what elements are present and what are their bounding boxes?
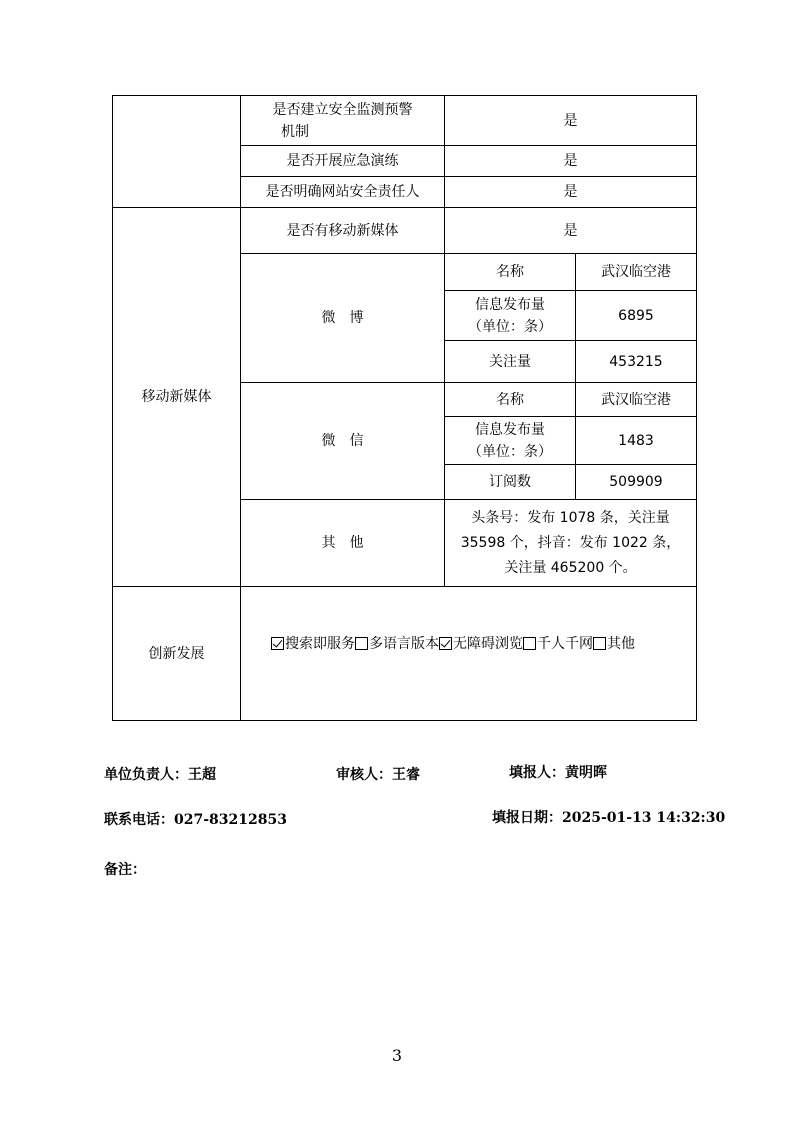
weibo-follow-value: 453215	[576, 341, 697, 383]
row-label-responsible: 是否明确网站安全责任人	[241, 177, 445, 208]
responsible-value: 王超	[188, 767, 216, 783]
phone-label: 联系电话：	[104, 812, 174, 828]
reviewer-field	[336, 764, 420, 784]
responsible-label: 单位负责人：	[104, 767, 188, 783]
section-label-media: 移动新媒体	[113, 208, 241, 587]
other-label: 其 他	[241, 500, 445, 587]
section-cell-empty	[113, 96, 241, 208]
weibo-posts-value: 6895	[576, 291, 697, 341]
checkbox-label: 多语言版本	[369, 636, 439, 652]
checkbox-search-service[interactable]	[271, 637, 284, 650]
wechat-subs-value: 509909	[576, 465, 697, 500]
filler-value: 黄明晖	[565, 765, 607, 781]
wechat-label: 微 信	[241, 383, 445, 500]
reviewer-value: 王睿	[392, 767, 420, 783]
weibo-name-label: 名称	[445, 254, 576, 291]
date-label: 填报日期：	[492, 810, 562, 826]
checkbox-accessibility[interactable]	[439, 637, 452, 650]
date-value: 2025-01-13 14:32:30	[562, 810, 726, 826]
date-field	[492, 807, 725, 827]
phone-value: 027-83212853	[174, 812, 287, 828]
row-value-monitoring: 是	[445, 96, 697, 146]
checkbox-other[interactable]	[593, 637, 606, 650]
other-value: 头条号：发布 1078 条，关注量 35598 个，抖音：发布 1022 条， 关注量 465200 个。	[445, 500, 697, 587]
checkbox-label: 无障碍浏览	[453, 636, 523, 652]
row-label-drill: 是否开展应急演练	[241, 146, 445, 177]
row-label-has-media: 是否有移动新媒体	[241, 208, 445, 254]
checkbox-personalized[interactable]	[523, 637, 536, 650]
weibo-name-value: 武汉临空港	[576, 254, 697, 291]
row-value-has-media: 是	[445, 208, 697, 254]
responsible-field	[104, 764, 216, 784]
weibo-posts-label: 信息发布量 （单位：条）	[445, 291, 576, 341]
checkbox-multilingual[interactable]	[355, 637, 368, 650]
weibo-follow-label: 关注量	[445, 341, 576, 383]
row-value-responsible: 是	[445, 177, 697, 208]
row-label-monitoring: 是否建立安全监测预警 机制	[241, 96, 445, 146]
wechat-name-label: 名称	[445, 383, 576, 417]
report-table	[112, 95, 697, 721]
filler-field	[509, 762, 607, 782]
weibo-label: 微 博	[241, 254, 445, 383]
notes-label: 备注：	[104, 862, 146, 878]
wechat-posts-value: 1483	[576, 417, 697, 465]
wechat-posts-label: 信息发布量 （单位：条）	[445, 417, 576, 465]
innovation-options	[241, 587, 697, 721]
wechat-subs-label: 订阅数	[445, 465, 576, 500]
checkbox-label: 搜索即服务	[285, 636, 355, 652]
checkbox-label: 千人千网	[537, 636, 593, 652]
innovation-label: 创新发展	[113, 587, 241, 721]
wechat-name-value: 武汉临空港	[576, 383, 697, 417]
phone-field	[104, 809, 287, 829]
page-number: 3	[391, 1046, 403, 1065]
row-value-drill: 是	[445, 146, 697, 177]
reviewer-label: 审核人：	[336, 767, 392, 783]
filler-label: 填报人：	[509, 765, 565, 781]
checkbox-label: 其他	[607, 636, 635, 652]
